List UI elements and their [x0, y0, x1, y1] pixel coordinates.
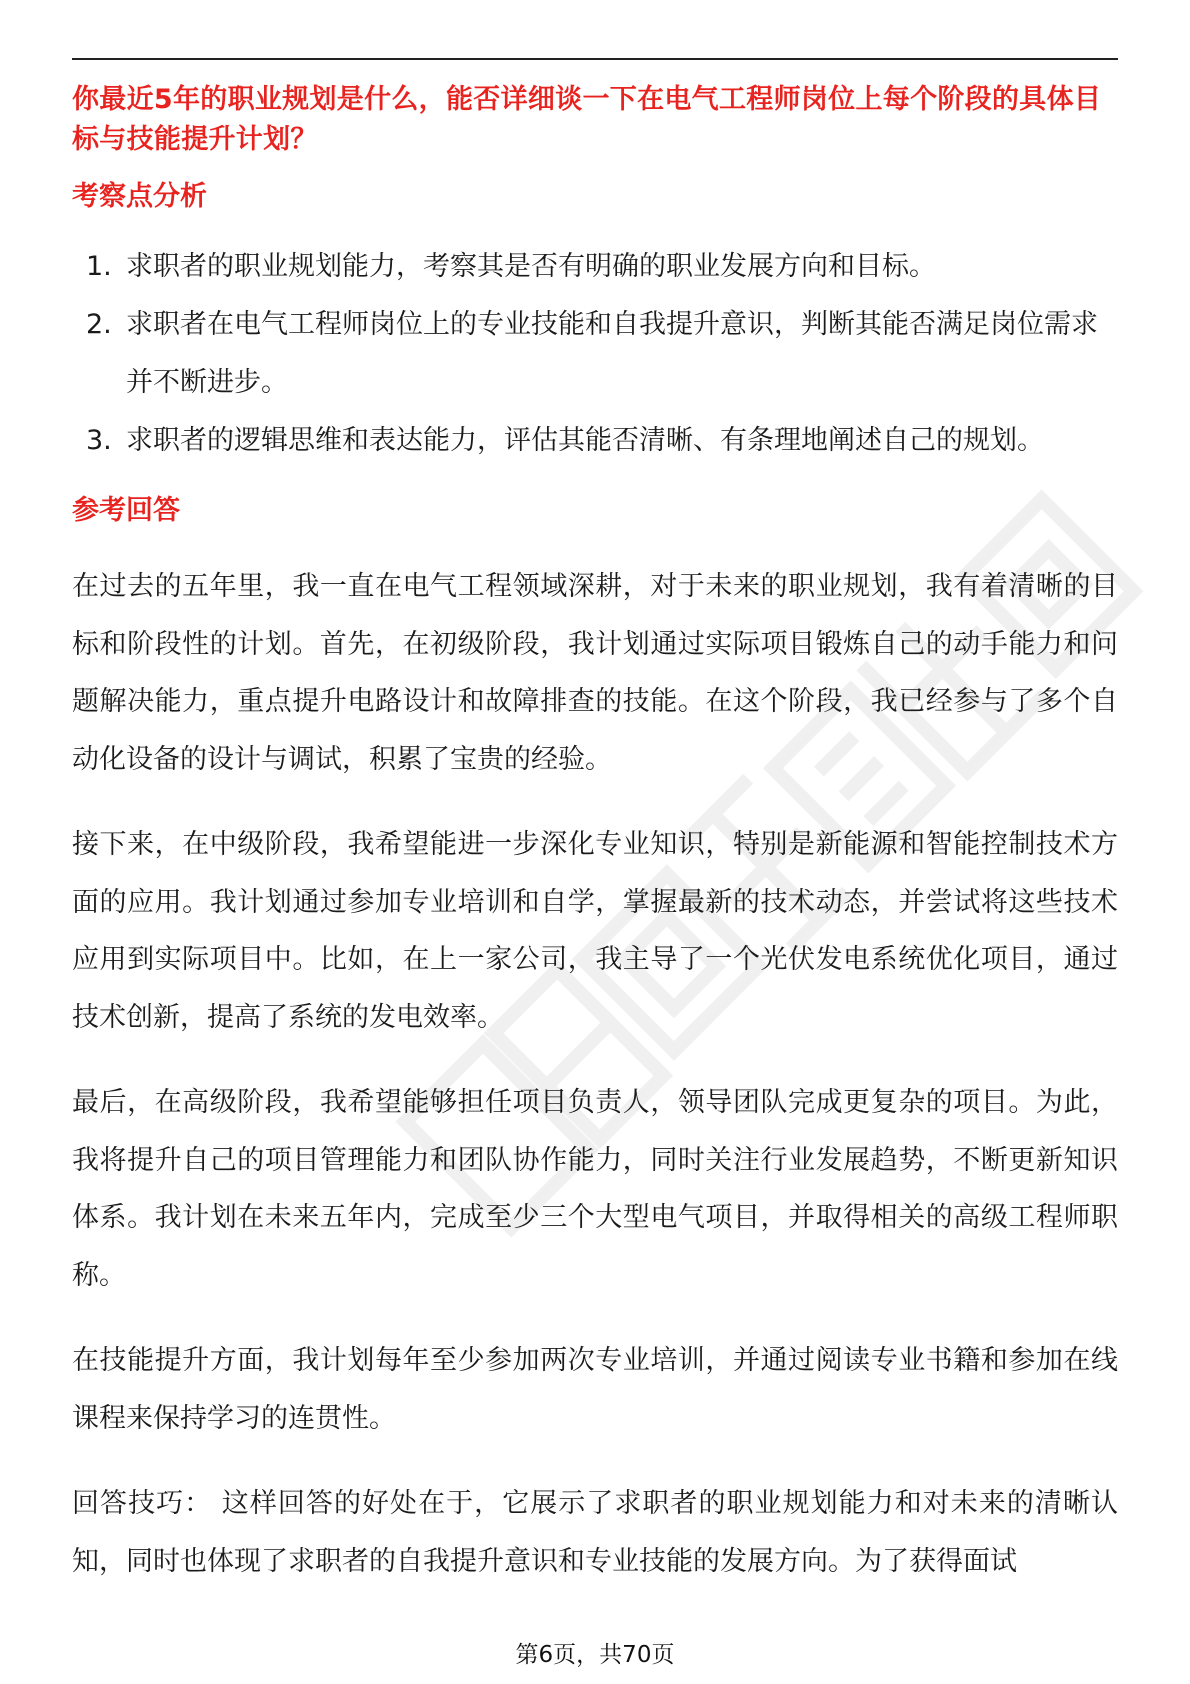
header-rule [72, 58, 1118, 60]
list-item [72, 238, 1118, 296]
list-item-number: 3. [86, 425, 112, 456]
list-item-number: 1. [86, 251, 112, 282]
answer-paragraph: 接下来，在中级阶段，我希望能进一步深化专业知识，特别是新能源和智能控制技术方面的应用。我计划通过参加专业培训和自学，掌握最新的技术动态，并尝试将这些技术应用到实际项目中。比如，在上一家公司，我主导了一个光伏发电系统优化项目，通过技术创新，提高了系统的发电效率。 [72, 829, 1118, 1033]
main-content [72, 80, 1118, 1590]
answer-paragraph: 在过去的五年里，我一直在电气工程领域深耕，对于未来的职业规划，我有着清晰的目标和阶段性的计划。首先，在初级阶段，我计划通过实际项目锻炼自己的动手能力和问题解决能力，重点提升电路设计和故障排查的技能。在这个阶段，我已经参与了多个自动化设备的设计与调试，积累了宝贵的经验。 [72, 571, 1118, 775]
answer-tips-paragraph: 回答技巧： 这样回答的好处在于，它展示了求职者的职业规划能力和对未来的清晰认知，同时也体现了求职者的自我提升意识和专业技能的发展方向。为了获得面试 [72, 1488, 1118, 1577]
answer-heading: 参考回答 [72, 495, 180, 526]
answer-paragraph: 在技能提升方面，我计划每年至少参加两次专业培训，并通过阅读专业书籍和参加在线课程来保持学习的连贯性。 [72, 1345, 1118, 1434]
page-number-footer: 第6页，共70页 [515, 1642, 675, 1668]
list-item-text: 求职者在电气工程师岗位上的专业技能和自我提升意识，判断其能否满足岗位需求并不断进步。 [126, 309, 1098, 398]
list-item-text: 求职者的逻辑思维和表达能力，评估其能否清晰、有条理地阐述自己的规划。 [126, 425, 1044, 456]
analysis-heading: 考察点分析 [72, 181, 207, 212]
list-item [72, 412, 1118, 470]
list-item-number: 2. [86, 309, 112, 340]
question-title: 你最近5年的职业规划是什么，能否详细谈一下在电气工程师岗位上每个阶段的具体目标与技能提升计划？ [72, 84, 1102, 155]
list-item [72, 296, 1118, 412]
answer-paragraph: 最后，在高级阶段，我希望能够担任项目负责人，领导团队完成更复杂的项目。为此，我将提升自己的项目管理能力和团队协作能力，同时关注行业发展趋势，不断更新知识体系。我计划在未来五年内，完成至少三个大型电气项目，并取得相关的高级工程师职称。 [72, 1087, 1118, 1291]
analysis-list [72, 238, 1118, 470]
list-item-text: 求职者的职业规划能力，考察其是否有明确的职业发展方向和目标。 [126, 251, 936, 282]
